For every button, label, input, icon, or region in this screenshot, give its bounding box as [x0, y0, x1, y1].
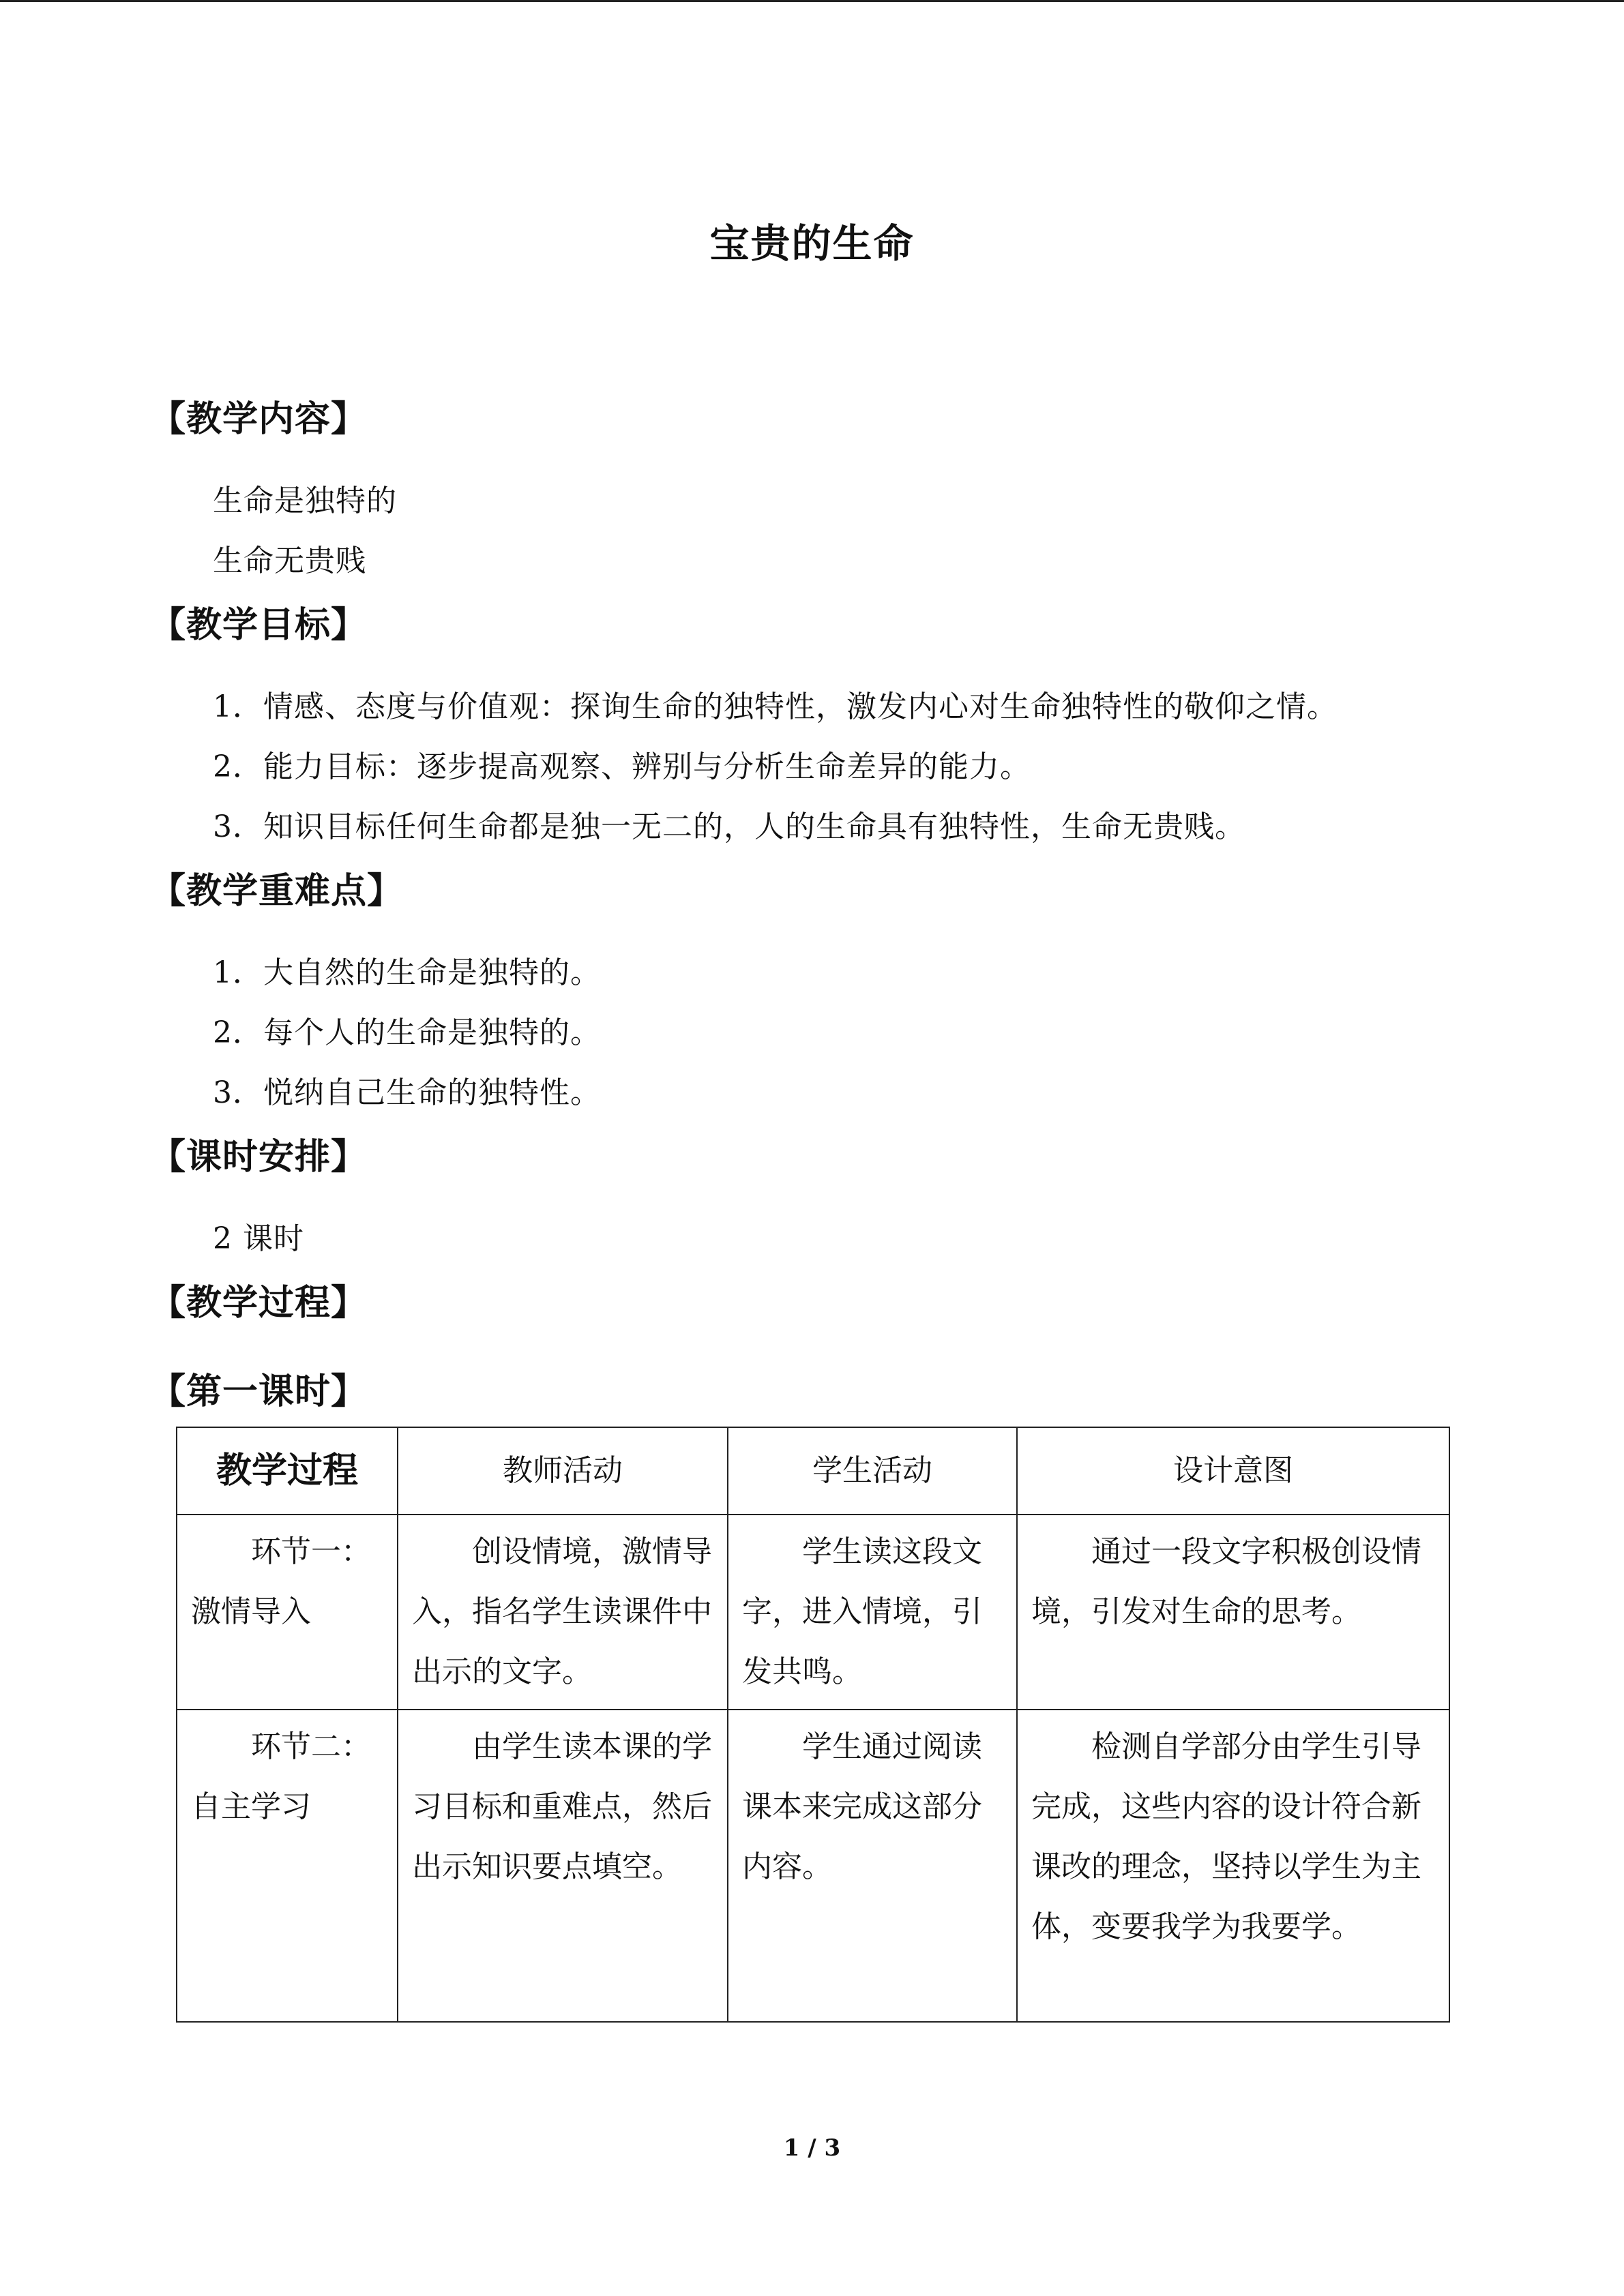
section-heading-schedule: 【课时安排】 [150, 1136, 368, 1178]
content-line: 生命无贵贱 [213, 543, 366, 578]
key-point-line: 3．悦纳自己生命的独特性。 [213, 1075, 601, 1110]
design-intent-cell [1017, 1710, 1449, 2022]
section-heading-key-points: 【教学重难点】 [150, 870, 404, 912]
table-row [177, 1710, 1449, 2022]
design-intent-cell [1017, 1515, 1449, 1710]
document-title: 宝贵的生命 [709, 220, 915, 267]
page-number: 1 / 3 [783, 2134, 841, 2162]
stage-text: 环节一：激情导入 [191, 1534, 371, 1629]
teacher-activity-cell [398, 1710, 728, 2022]
column-header-process: 教学过程 [177, 1427, 398, 1515]
key-point-line: 2．每个人的生命是独特的。 [213, 1015, 601, 1050]
section-heading-process: 【教学过程】 [150, 1282, 368, 1324]
section-heading-goals: 【教学目标】 [150, 604, 368, 646]
section-heading-lesson1: 【第一课时】 [150, 1371, 368, 1412]
stage-cell [177, 1710, 398, 2022]
teacher-activity-text: 由学生读本课的学习目标和重难点，然后出示知识要点填空。 [412, 1729, 712, 1884]
table-header-row [177, 1427, 1449, 1515]
design-intent-text: 通过一段文字积极创设情境，引发对生命的思考。 [1031, 1534, 1421, 1629]
table-row [177, 1515, 1449, 1710]
student-activity-cell [728, 1710, 1017, 2022]
goal-line: 3．知识目标任何生命都是独一无二的，人的生命具有独特性，生命无贵贱。 [213, 809, 1245, 844]
teacher-activity-text: 创设情境，激情导入，指名学生读课件中出示的文字。 [412, 1534, 712, 1689]
column-header-intent: 设计意图 [1017, 1427, 1449, 1515]
design-intent-text: 检测自学部分由学生引导完成，这些内容的设计符合新课改的理念，坚持以学生为主体，变要我学为我要学。 [1031, 1729, 1421, 1944]
teaching-process-table [176, 1427, 1450, 2023]
section-heading-content: 【教学内容】 [150, 398, 368, 440]
teacher-activity-cell [398, 1515, 728, 1710]
goal-line: 1．情感、态度与价值观：探询生命的独特性，激发内心对生命独特性的敬仰之情。 [213, 689, 1338, 724]
student-activity-text: 学生读这段文字，进入情境，引发共鸣。 [742, 1534, 982, 1689]
stage-text: 环节二：自主学习 [191, 1729, 371, 1824]
schedule-line: 2 课时 [213, 1221, 304, 1256]
student-activity-text: 学生通过阅读课本来完成这部分内容。 [742, 1729, 982, 1884]
stage-cell [177, 1515, 398, 1710]
student-activity-cell [728, 1515, 1017, 1710]
page-top-border [0, 0, 1624, 2]
column-header-student: 学生活动 [728, 1427, 1017, 1515]
goal-line: 2．能力目标：逐步提高观察、辨别与分析生命差异的能力。 [213, 749, 1031, 784]
column-header-teacher: 教师活动 [398, 1427, 728, 1515]
content-line: 生命是独特的 [213, 483, 397, 518]
key-point-line: 1．大自然的生命是独特的。 [213, 955, 601, 990]
